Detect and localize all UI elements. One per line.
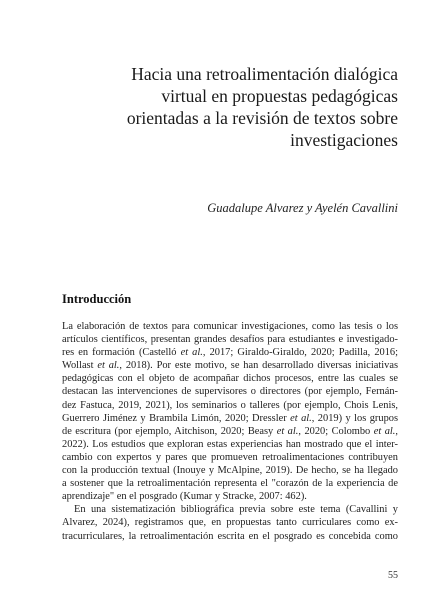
body-paragraphs: [62, 320, 398, 543]
body-line: artículos científicos, presentan grandes desafíos para estudiantes e investigado-: [62, 334, 398, 346]
body-line: con la producción textual (Inouye y McAlpine, 2019). De hecho, se ha llegado: [62, 465, 398, 477]
chapter-authors: Guadalupe Alvarez y Ayelén Cavallini: [207, 201, 398, 215]
title-line: virtual en propuestas pedagógicas: [161, 86, 398, 106]
body-line: La elaboración de textos para comunicar investigaciones, como las tesis o los: [62, 321, 398, 332]
body-line: pedagógicas con el objeto de acompañar dichos procesos, entre las cuales se: [62, 373, 398, 385]
body-line: tracurriculares, la retroalimentación escrita en el posgrado es concebida como: [62, 530, 398, 542]
section-heading-introduccion: Introducción: [62, 292, 132, 306]
title-line: orientadas a la revisión de textos sobre: [126, 108, 398, 128]
body-line: En una sistematización bibliográfica previa sobre este tema (Cavallini y: [74, 504, 398, 516]
et-al-italic: et al.: [290, 412, 312, 424]
et-al-italic: et al.: [97, 360, 120, 372]
et-al-italic: et al.: [180, 347, 203, 359]
et-al-italic: et al.: [276, 425, 299, 437]
page-number: 55: [388, 570, 398, 581]
body-line: dez Fastuca, 2019, 2021), los seminarios o talleres (por ejemplo, Chois Lenis,: [62, 399, 398, 411]
body-line: Wollast et al., 2018). Por este motivo, se han desarrollado diversas iniciativas: [62, 360, 398, 372]
body-line: a sostener que la retroalimentación representa el "corazón de la experiencia de: [62, 478, 398, 490]
body-line: res en formación (Castelló et al., 2017; Giraldo-Giraldo, 2020; Padilla, 2016;: [62, 347, 399, 359]
title-line: Hacia una retroalimentación dialógica: [131, 64, 398, 84]
body-line: de escritura (por ejemplo, Aitchison, 2020; Beasy et al., 2020; Colombo et al.,: [62, 425, 398, 437]
et-al-italic: et al.: [373, 425, 396, 437]
body-line: 2022). Los estudios que exploran estas experiencias han mostrado que el inter-: [62, 438, 398, 450]
body-line: destacan las intervenciones de supervisores o directores (por ejemplo, Fernán-: [62, 386, 398, 398]
body-line: aprendizaje" en el posgrado (Kumar y Stracke, 2007: 462).: [62, 491, 307, 503]
body-line: Alvarez, 2024), registramos que, en propuestas tanto curriculares como ex-: [62, 517, 398, 529]
body-line: cambio con expertos y pares que promueven retroalimentaciones contribuyen: [62, 451, 398, 463]
chapter-title: [70, 63, 398, 151]
title-line: investigaciones: [290, 130, 398, 150]
body-line: Guerrero Jiménez y Brambila Limón, 2020; Dressler et al., 2019) y los grupos: [62, 412, 398, 424]
